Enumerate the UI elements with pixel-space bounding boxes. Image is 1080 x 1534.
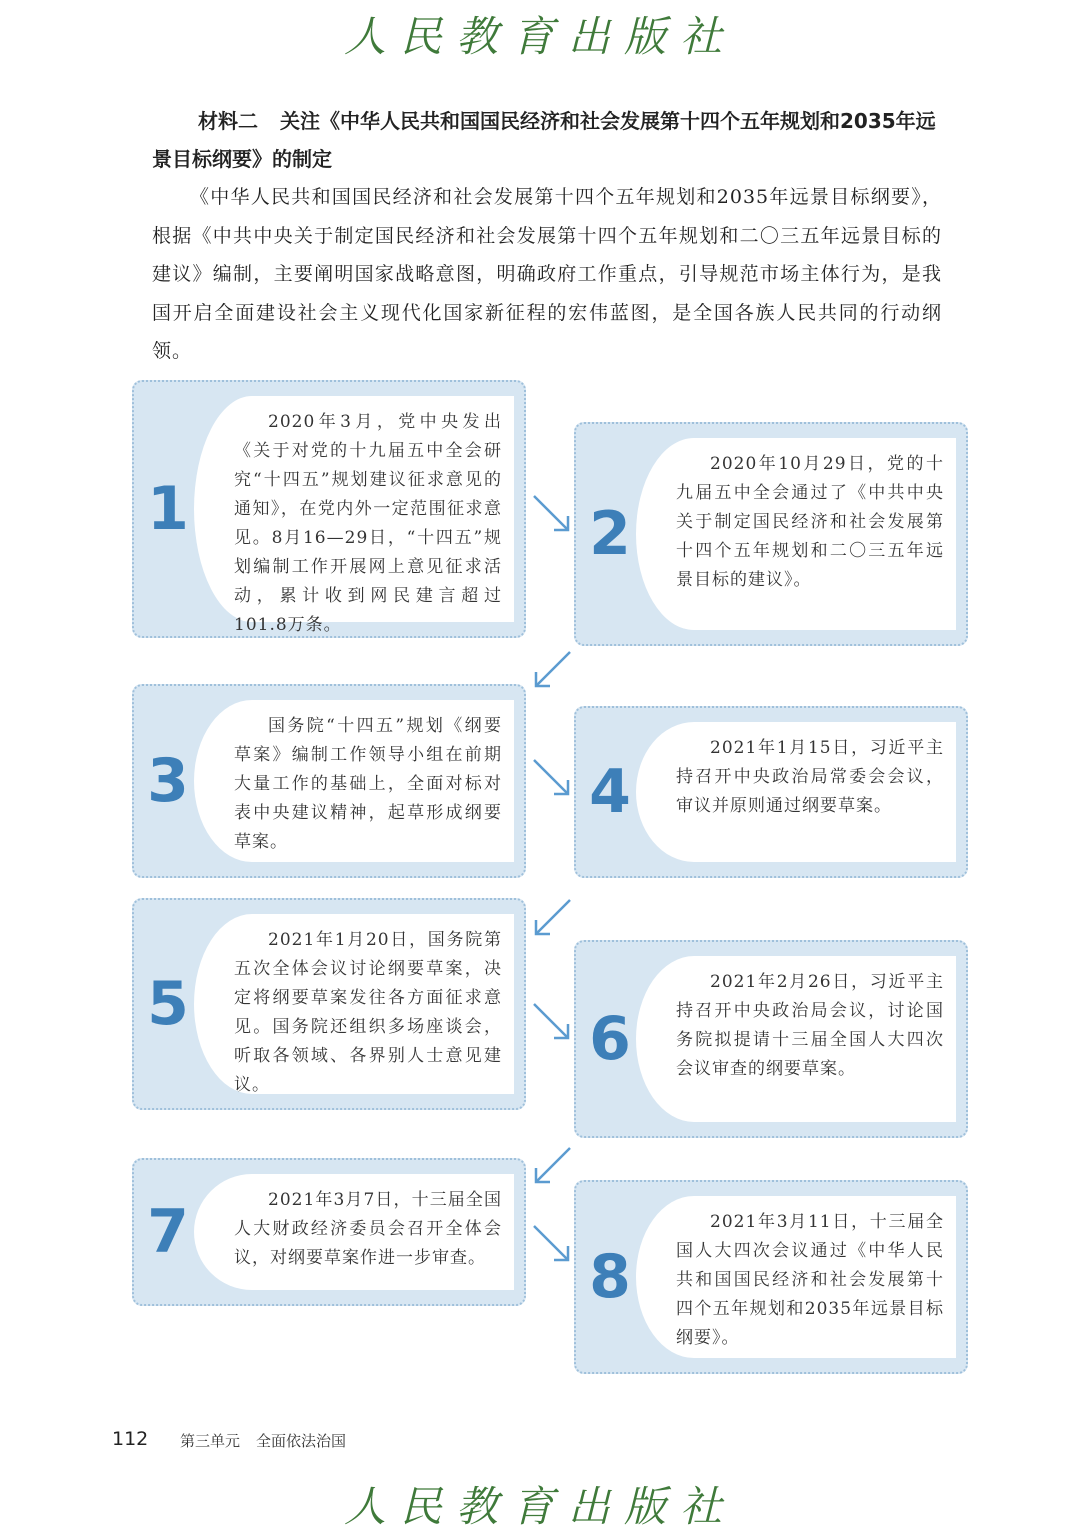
arrow-down-right-icon [530,1222,576,1268]
step-number: 2 [589,499,631,569]
arrow-down-left-icon [528,648,574,694]
step-number: 3 [147,746,189,816]
step-text: 2021年1月15日，习近平主持召开中央政治局常委会会议，审议并原则通过纲要草案。 [676,738,944,816]
step-card-5 [132,898,526,1110]
step-number: 1 [147,474,189,544]
step-card-3 [132,684,526,878]
publisher-watermark-bottom: 人民教育出版社 [343,1482,736,1531]
step-card-8 [574,1180,968,1374]
step-text: 2021年2月26日，习近平主持召开中央政治局会议，讨论国务院拟提请十三届全国人大四次会议审查的纲要草案。 [676,972,944,1079]
step-number: 8 [589,1242,631,1312]
material-heading [152,102,942,178]
page-number: 112 [112,1428,149,1450]
step-card-7 [132,1158,526,1306]
step-text: 2020年10月29日，党的十九届五中全会通过了《中共中央关于制定国民经济和社会发展第十四个五年规划和二〇三五年远景目标的建议》。 [676,454,944,590]
arrow-down-right-icon [530,1000,576,1046]
step-text: 国务院“十四五”规划《纲要草案》编制工作领导小组在前期大量工作的基础上，全面对标对表中央建议精神，起草形成纲要草案。 [234,716,502,852]
arrow-down-left-icon [528,896,574,942]
step-card-4 [574,706,968,878]
unit-name: 全面依法治国 [256,1432,347,1450]
publisher-watermark-top: 人民教育出版社 [343,12,736,61]
step-number: 4 [589,757,631,827]
step-card-2 [574,422,968,646]
step-number: 5 [147,969,189,1039]
material-title: 关注《中华人民共和国国民经济和社会发展第十四个五年规划和2035年远景目标纲要》的制定 [152,109,936,171]
step-number: 6 [589,1004,631,1074]
step-card-1 [132,380,526,638]
arrow-down-right-icon [530,492,576,538]
unit-label: 第三单元 [180,1432,241,1450]
arrow-down-left-icon [528,1144,574,1190]
intro-paragraph: 《中华人民共和国国民经济和社会发展第十四个五年规划和2035年远景目标纲要》，根据《中共中央关于制定国民经济和社会发展第十四个五年规划和二〇三五年远景目标的建议》编制，主要阐明国家战略意图，明确政府工作重点，引导规范市场主体行为，是我国开启全面建设社会主义现代化国家新征程的宏伟蓝图，是全国各族人民共同的行动纲领。 [152,186,942,362]
step-text: 2021年3月7日，十三届全国人大财政经济委员会召开全体会议，对纲要草案作进一步审查。 [234,1190,502,1268]
step-text: 2020年3月，党中央发出《关于对党的十九届五中全会研究“十四五”规划建议征求意见的通知》，在党内外一定范围征求意见。8月16—29日，“十四五”规划编制工作开展网上意见征求活动，累计收到网民建言超过101.8万条。 [234,412,502,635]
step-number: 7 [147,1197,189,1267]
material-label: 材料二 [198,109,258,133]
unit-title [180,1430,346,1451]
step-text: 2021年3月11日，十三届全国人大四次会议通过《中华人民共和国国民经济和社会发展第十四个五年规划和2035年远景目标纲要》。 [676,1212,944,1348]
step-card-6 [574,940,968,1138]
arrow-down-right-icon [530,756,576,802]
step-text: 2021年1月20日，国务院第五次全体会议讨论纲要草案，决定将纲要草案发往各方面征求意见。国务院还组织多场座谈会，听取各领域、各界别人士意见建议。 [234,930,502,1095]
